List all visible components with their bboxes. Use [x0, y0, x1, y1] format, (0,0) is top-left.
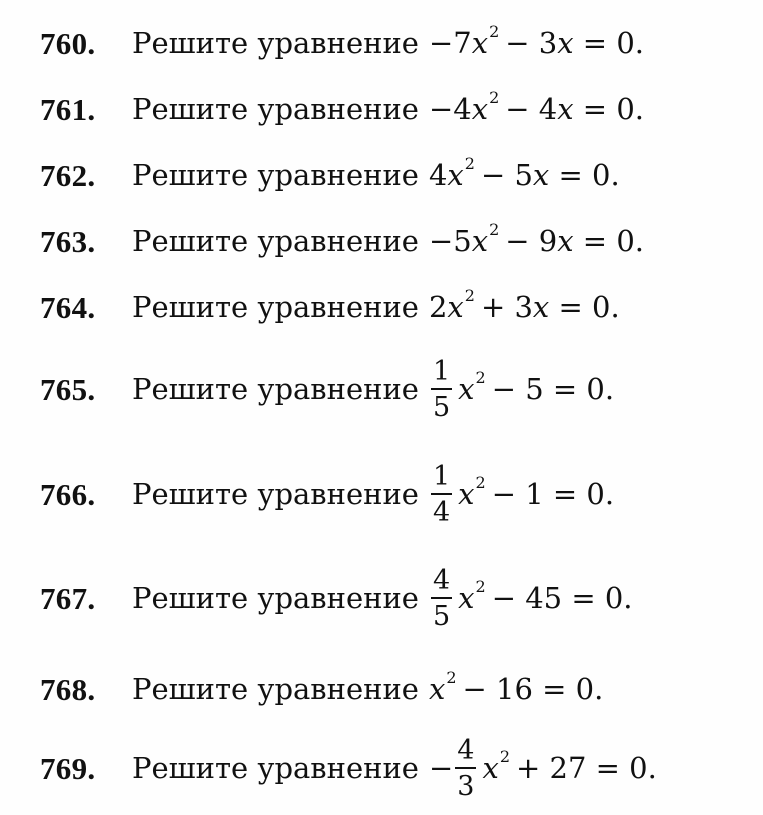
equation-rest: − 16 = 0.: [462, 672, 604, 706]
coefficient: 2: [428, 290, 448, 324]
equation-rest: + 3x = 0.: [480, 290, 620, 324]
problem-767: [40, 567, 633, 630]
exponent: 2: [464, 153, 475, 173]
coefficient: 4: [428, 158, 448, 192]
exponent: 2: [475, 367, 486, 387]
variable: x: [557, 26, 574, 60]
equation-rest: + 27 = 0.: [516, 751, 657, 785]
equation: [429, 567, 633, 630]
variable: x: [557, 92, 574, 126]
problem-text: Решите уравнение: [132, 224, 419, 258]
problem-number: 764.: [40, 290, 96, 325]
problem-number: 760.: [40, 26, 96, 61]
problem-text: Решите уравнение: [132, 92, 419, 126]
fraction: [431, 358, 452, 421]
equation-rest: − 5x = 0.: [480, 158, 620, 192]
variable: x: [447, 290, 464, 324]
variable: x: [447, 158, 464, 192]
problem-number: 769.: [40, 751, 96, 786]
variable: x: [471, 92, 489, 126]
equation: [428, 21, 644, 60]
equation-rest: − 9x = 0.: [505, 224, 644, 258]
equation: [429, 358, 614, 421]
problem-text: Решите уравнение: [132, 751, 419, 785]
fraction-numerator: 1: [431, 358, 452, 390]
exponent: 2: [499, 746, 510, 766]
problem-text: Решите уравнение: [132, 581, 419, 615]
variable: x: [458, 477, 475, 511]
exponent: 2: [489, 87, 500, 107]
equation-rest: − 45 = 0.: [491, 581, 633, 615]
variable: x: [458, 581, 475, 615]
fraction: [431, 567, 452, 630]
variable: x: [471, 224, 489, 258]
fraction-denominator: 5: [432, 392, 451, 423]
variable: x: [532, 290, 550, 324]
equation: [428, 219, 644, 258]
problem-text: Решите уравнение: [132, 290, 419, 324]
problem-text: Решите уравнение: [132, 158, 419, 192]
equation: [428, 153, 620, 192]
problem-765: [40, 358, 614, 421]
problem-number: 768.: [40, 672, 96, 707]
problem-text: Решите уравнение: [132, 477, 419, 511]
problem-763: [40, 219, 644, 259]
problem-number: 763.: [40, 224, 96, 259]
sign: −: [428, 751, 454, 785]
equation: [428, 285, 620, 324]
fraction-denominator: 5: [432, 601, 451, 632]
equation-rest: − 1 = 0.: [491, 477, 615, 511]
problem-number: 762.: [40, 158, 96, 193]
equation: [428, 667, 604, 706]
equation-rest: − 4x = 0.: [505, 92, 644, 126]
problem-762: [40, 153, 620, 193]
exponent: 2: [475, 472, 486, 492]
problem-number: 766.: [40, 477, 96, 512]
equation-rest: − 5 = 0.: [491, 372, 615, 406]
fraction-denominator: 3: [457, 771, 475, 802]
equation: [428, 87, 644, 126]
problem-text: Решите уравнение: [132, 672, 419, 706]
exponent: 2: [475, 576, 486, 596]
problem-number: 767.: [40, 581, 96, 616]
problem-number: 761.: [40, 92, 96, 127]
variable: x: [482, 751, 499, 785]
coefficient: −7: [428, 26, 472, 60]
fraction: [455, 737, 476, 800]
problem-text: Решите уравнение: [132, 372, 419, 406]
fraction-numerator: 4: [455, 737, 476, 769]
equation-rest: − 3x = 0.: [505, 26, 644, 60]
equation: [429, 737, 657, 800]
exponent: 2: [489, 21, 500, 41]
variable: x: [532, 158, 550, 192]
fraction-numerator: 4: [431, 567, 452, 599]
problem-769: [40, 737, 657, 800]
variable: x: [458, 372, 475, 406]
variable: x: [471, 26, 489, 60]
problem-text: Решите уравнение: [132, 26, 419, 60]
equation: [429, 463, 614, 526]
problem-760: [40, 21, 644, 61]
problem-764: [40, 285, 620, 325]
fraction: [431, 463, 452, 526]
coefficient: −5: [428, 224, 472, 258]
fraction-denominator: 4: [432, 497, 451, 528]
variable: x: [428, 672, 446, 706]
problem-766: [40, 463, 614, 526]
problem-761: [40, 87, 644, 127]
fraction-numerator: 1: [431, 463, 452, 495]
problem-number: 765.: [40, 372, 96, 407]
exponent: 2: [446, 667, 457, 687]
variable: x: [557, 224, 574, 258]
coefficient: −4: [428, 92, 472, 126]
problem-768: [40, 667, 604, 707]
exponent: 2: [464, 285, 475, 305]
exponent: 2: [489, 219, 500, 239]
